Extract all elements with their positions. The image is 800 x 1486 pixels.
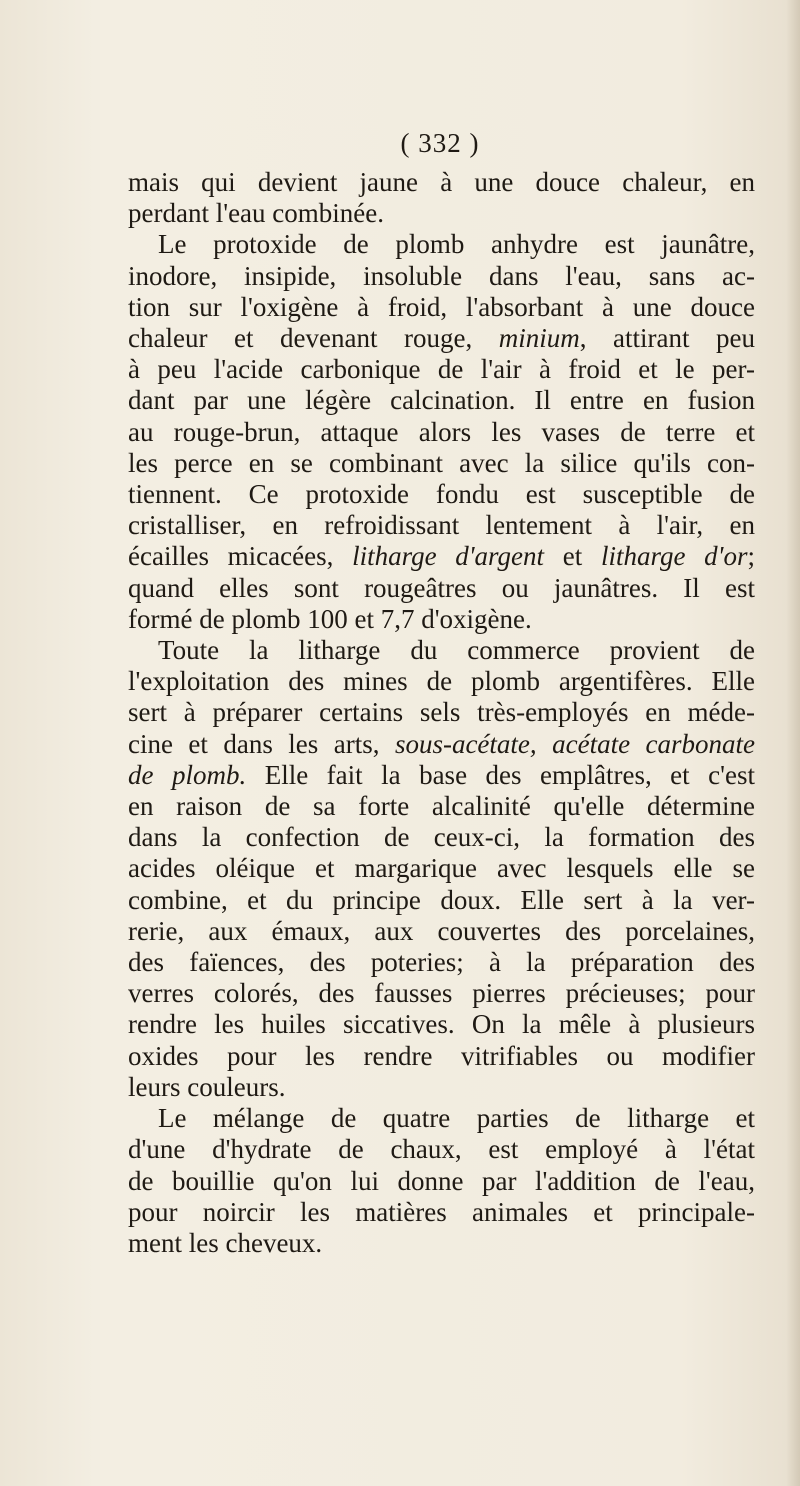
text-line (128, 323, 755, 354)
text-line (128, 1134, 755, 1165)
text-segment: tion sur l'oxigène à froid, l'absorbant à une douce (128, 291, 755, 322)
italic-term: de plomb. (128, 759, 247, 790)
text-line (128, 354, 755, 385)
text-segment: ; (747, 541, 755, 572)
text-segment: rerie, aux émaux, aux couvertes des porcelaines, (128, 915, 755, 946)
text-segment: combine, et du principe doux. Elle sert à la ver- (128, 884, 755, 915)
text-segment: en raison de sa forte alcalinité qu'elle détermine (128, 791, 755, 822)
text-line (128, 261, 755, 292)
text-segment: rendre les huiles siccatives. On la mêle à plusieurs (128, 1009, 755, 1040)
text-line (128, 167, 755, 198)
text-segment: d'une d'hydrate de chaux, est employé à l'état (128, 1134, 755, 1165)
text-segment: et (544, 541, 601, 572)
text-line (128, 1228, 755, 1259)
text-segment: Le protoxide de plomb anhydre est jaunâtre, (158, 229, 755, 260)
text-line (128, 947, 755, 978)
text-line (128, 229, 755, 260)
text-segment: écailles micacées, (128, 541, 353, 572)
text-segment: acides oléique et margarique avec lesquels elle se (128, 853, 755, 884)
text-segment: perdant l'eau combinée. (128, 198, 384, 229)
text-line (128, 1041, 755, 1072)
text-segment: des faïences, des poteries; à la préparation des (128, 947, 755, 978)
text-segment: l'exploitation des mines de plomb argentifères. Elle (128, 666, 755, 697)
text-line (128, 604, 755, 635)
italic-term: minium (498, 323, 580, 354)
text-segment: leurs couleurs. (128, 1071, 286, 1102)
text-line (128, 729, 755, 760)
text-line (128, 853, 755, 884)
text-line (128, 479, 755, 510)
text-segment: quand elles sont rougeâtres ou jaunâtres. Il est (128, 572, 755, 603)
text-line (128, 1103, 755, 1134)
text-segment: pour noircir les matières animales et principale- (128, 1196, 755, 1227)
text-line (128, 510, 755, 541)
text-segment: au rouge-brun, attaque alors les vases de terre et (128, 416, 755, 447)
text-line (128, 198, 755, 229)
text-line (128, 1072, 755, 1103)
text-segment: , attirant peu (579, 323, 755, 354)
text-segment: dans la confection de ceux-ci, la formation des (128, 822, 755, 853)
text-segment: inodore, insipide, insoluble dans l'eau, sans ac- (128, 260, 755, 291)
text-line (128, 885, 755, 916)
text-segment: cristalliser, en refroidissant lentement à l'air, en (128, 510, 755, 541)
text-segment: tiennent. Ce protoxide fondu est susceptible de (128, 479, 755, 510)
text-line (128, 541, 755, 572)
text-segment: dant par une légère calcination. Il entre en fusion (128, 385, 755, 416)
body-text (128, 167, 755, 1259)
text-line (128, 822, 755, 853)
text-line (128, 573, 755, 604)
text-segment: à peu l'acide carbonique de l'air à froid et le per- (128, 354, 755, 385)
text-line (128, 791, 755, 822)
text-segment: formé de plomb 100 et 7,7 d'oxigène. (128, 603, 532, 634)
italic-term: sous-acétate, acétate carbonate (394, 728, 755, 759)
italic-term: litharge d'argent (352, 541, 545, 572)
text-segment: sert à préparer certains sels très-employés en méde- (128, 697, 755, 728)
text-line (128, 978, 755, 1009)
text-segment: chaleur et devenant rouge, (128, 323, 499, 354)
text-line (128, 292, 755, 323)
text-segment: Elle fait la base des emplâtres, et c'est (246, 759, 755, 790)
text-line (128, 666, 755, 697)
page-edge-shadow (786, 0, 800, 1486)
text-line (128, 697, 755, 728)
text-line (128, 1166, 755, 1197)
text-segment: oxides pour les rendre vitrifiables ou modifier (128, 1040, 755, 1071)
text-line (128, 1009, 755, 1040)
text-segment: les perce en se combinant avec la silice qu'ils con- (128, 447, 755, 478)
text-segment: mais qui devient jaune à une douce chaleur, en (128, 167, 755, 197)
text-segment: verres colorés, des fausses pierres précieuses; pour (128, 978, 755, 1009)
text-segment: de bouillie qu'on lui donne par l'addition de l'eau, (128, 1165, 755, 1196)
text-line (128, 1197, 755, 1228)
text-line (128, 385, 755, 416)
italic-term: litharge d'or (600, 541, 748, 572)
text-segment: Toute la litharge du commerce provient de (158, 635, 755, 666)
text-line (128, 760, 755, 791)
text-line (128, 916, 755, 947)
text-segment: Le mélange de quatre parties de litharge et (158, 1103, 755, 1134)
text-line (128, 635, 755, 666)
text-segment: ment les cheveux. (128, 1227, 323, 1258)
text-segment: cine et dans les arts, (128, 728, 395, 759)
page-number-header: ( 332 ) (400, 128, 480, 158)
text-line (128, 417, 755, 448)
text-line (128, 448, 755, 479)
